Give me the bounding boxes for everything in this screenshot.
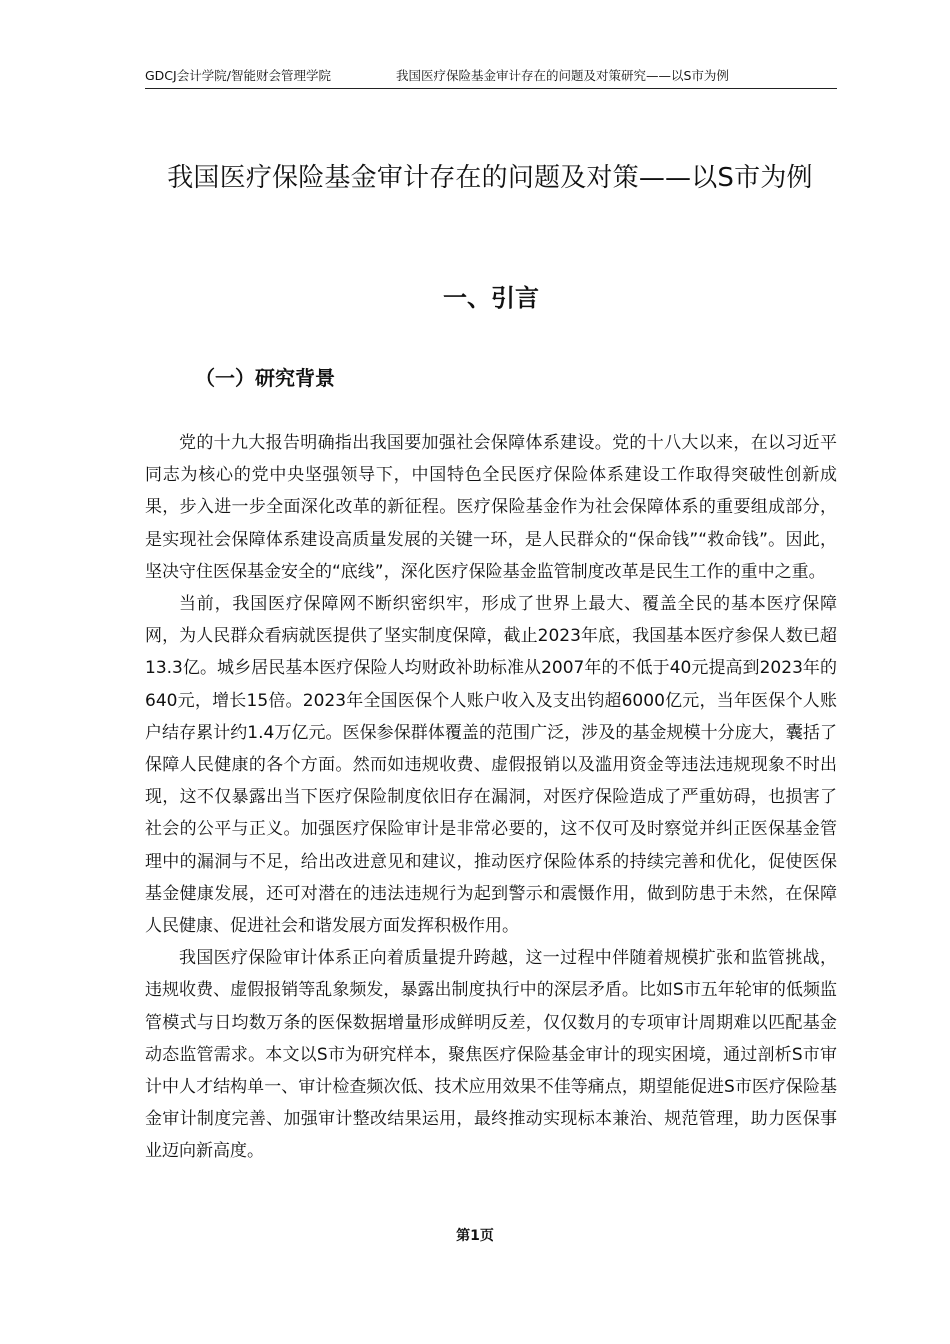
subsection-heading: （一）研究背景 [195, 366, 335, 390]
paragraph: 党的十九大报告明确指出我国要加强社会保障体系建设。党的十八大以来，在以习近平同志为核心的党中央坚强领导下，中国特色全民医疗保险体系建设工作取得突破性创新成果，步入进一步全面深化改革的新征程。医疗保险基金作为社会保障体系的重要组成部分，是实现社会保障体系建设高质量发展的关键一环，是人民群众的“保命钱”“救命钱”。因此，坚决守住医保基金安全的“底线”，深化医疗保险基金监管制度改革是民生工作的重中之重。 [145, 433, 837, 582]
page-number: 第1页 [456, 1228, 494, 1244]
section-heading: 一、引言 [443, 284, 539, 312]
paragraph: 当前，我国医疗保障网不断织密织牢，形成了世界上最大、覆盖全民的基本医疗保障网，为人民群众看病就医提供了坚实制度保障，截止2023年底，我国基本医疗参保人数已超13.3亿。城乡居民基本医疗保险人均财政补助标准从2007年的不低于40元提高到2023年的640元，增长15倍。2023年全国医保个人账户收入及支出钧超6000亿元，当年医保个人账户结存累计约1.4万亿元。医保参保群体覆盖的范围广泛，涉及的基金规模十分庞大，囊括了保障人民健康的各个方面。然而如违规收费、虚假报销以及滥用资金等违法违规现象不时出现，这不仅暴露出当下医疗保险制度依旧存在漏洞，对医疗保险造成了严重妨碍，也损害了社会的公平与正义。加强医疗保险审计是非常必要的，这不仅可及时察觉并纠正医保基金管理中的漏洞与不足，给出改进意见和建议，推动医疗保险体系的持续完善和优化，促使医保基金健康发展，还可对潜在的违法违规行为起到警示和震慑作用，做到防患于未然，在保障人民健康、促进社会和谐发展方面发挥积极作用。 [145, 594, 837, 937]
header-institution: GDCJ会计学院/智能财会管理学院 [145, 68, 331, 83]
document-title: 我国医疗保险基金审计存在的问题及对策——以S市为例 [167, 163, 813, 193]
header-paper-title: 我国医疗保险基金审计存在的问题及对策研究——以S市为例 [396, 68, 729, 83]
body-text [145, 427, 837, 1168]
running-header [145, 66, 837, 89]
paragraph: 我国医疗保险审计体系正向着质量提升跨越，这一过程中伴随着规模扩张和监管挑战，违规收费、虚假报销等乱象频发，暴露出制度执行中的深层矛盾。比如S市五年轮审的低频监管模式与日均数万条的医保数据增量形成鲜明反差，仅仅数月的专项审计周期难以匹配基金动态监管需求。本文以S市为研究样本，聚焦医疗保险基金审计的现实困境，通过剖析S市审计中人才结构单一、审计检查频次低、技术应用效果不佳等痛点，期望能促进S市医疗保险基金审计制度完善、加强审计整改结果运用，最终推动实现标本兼治、规范管理，助力医保事业迈向新高度。 [145, 948, 837, 1162]
